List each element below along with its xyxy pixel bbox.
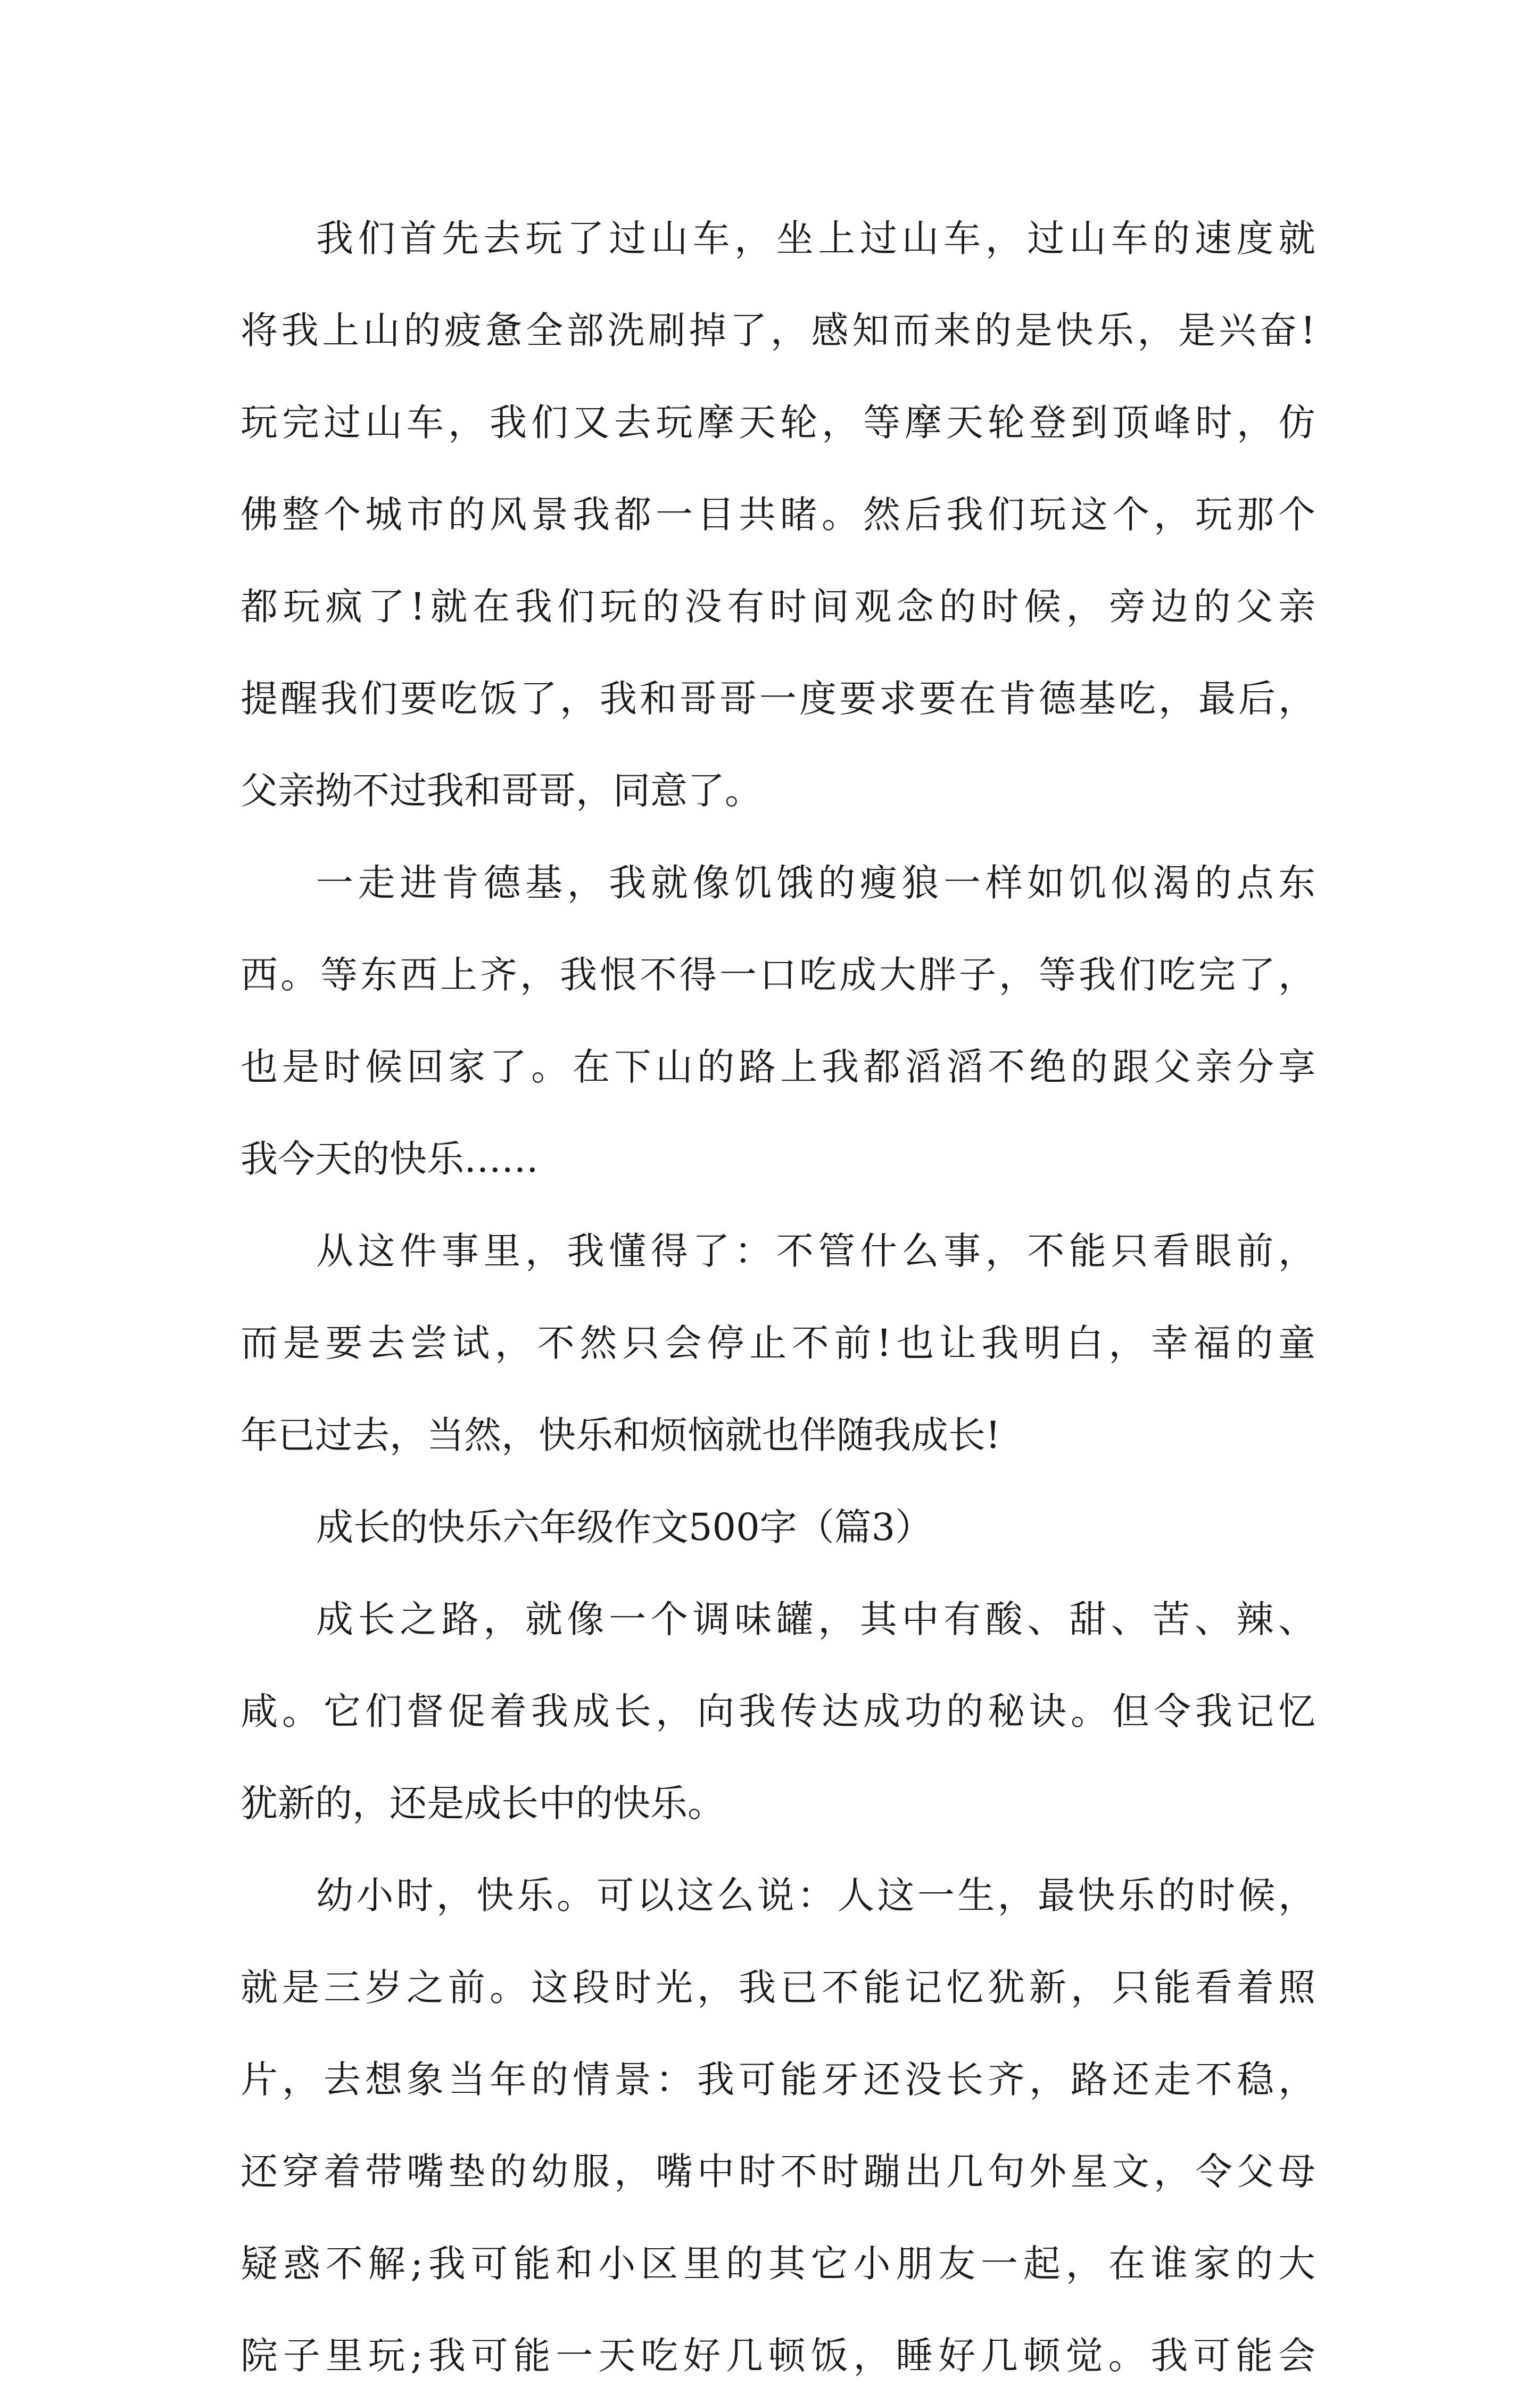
text-line: 幼小时，快乐。可以这么说：人这一生，最快乐的时候， [316,1874,1315,1917]
text-line: 佛整个城市的风景我都一目共睹。然后我们玩这个，玩那个 [241,493,1315,536]
paragraph [241,837,1315,1205]
text-line: 玩完过山车，我们又去玩摩天轮，等摩天轮登到顶峰时，仿 [241,401,1315,444]
text-line: 还穿着带嘴垫的幼服，嘴中时不时蹦出几句外星文，令父母 [241,2150,1315,2193]
text-line: 我们首先去玩了过山车，坐上过山车，过山车的速度就 [316,217,1315,260]
section-heading: 成长的快乐六年级作文500字（篇3） [316,1505,933,1549]
paragraph [241,1205,1315,1481]
text-line: 一走进肯德基，我就像饥饿的瘦狼一样如饥似渴的点东 [316,861,1315,905]
text-line: 西。等东西上齐，我恨不得一口吃成大胖子，等我们吃完了， [241,953,1315,997]
paragraph [241,1850,1315,2402]
text-line: 就是三岁之前。这段时光，我已不能记忆犹新，只能看着照 [241,1966,1315,2009]
text-line: 将我上山的疲惫全部洗刷掉了，感知而来的是快乐，是兴奋! [241,309,1315,352]
text-line: 我今天的快乐…… [241,1137,539,1181]
text-line: 疑惑不解;我可能和小区里的其它小朋友一起，在谁家的大 [241,2242,1315,2285]
text-line: 父亲拗不过我和哥哥，同意了。 [241,769,762,813]
text-line: 也是时候回家了。在下山的路上我都滔滔不绝的跟父亲分享 [241,1045,1315,1089]
text-line: 咸。它们督促着我成长，向我传达成功的秘诀。但令我记忆 [241,1689,1315,1733]
text-line: 从这件事里，我懂得了：不管什么事，不能只看眼前， [316,1229,1315,1273]
text-line: 犹新的，还是成长中的快乐。 [241,1782,725,1825]
paragraph [241,193,1315,837]
text-line: 片，去想象当年的情景：我可能牙还没长齐，路还走不稳， [241,2058,1315,2101]
text-line: 院子里玩;我可能一天吃好几顿饭，睡好几顿觉。我可能会 [241,2334,1315,2378]
paragraph [241,1573,1315,1850]
text-line: 都玩疯了!就在我们玩的没有时间观念的时候，旁边的父亲 [241,585,1315,628]
text-line: 而是要去尝试，不然只会停止不前!也让我明白，幸福的童 [241,1321,1315,1365]
text-line: 成长之路，就像一个调味罐，其中有酸、甜、苦、辣、 [316,1597,1315,1641]
text-line: 年已过去，当然，快乐和烦恼就也伴随我成长! [241,1413,1001,1457]
document-body [241,193,1315,2402]
text-line: 提醒我们要吃饭了，我和哥哥一度要求要在肯德基吃，最后， [241,677,1315,720]
